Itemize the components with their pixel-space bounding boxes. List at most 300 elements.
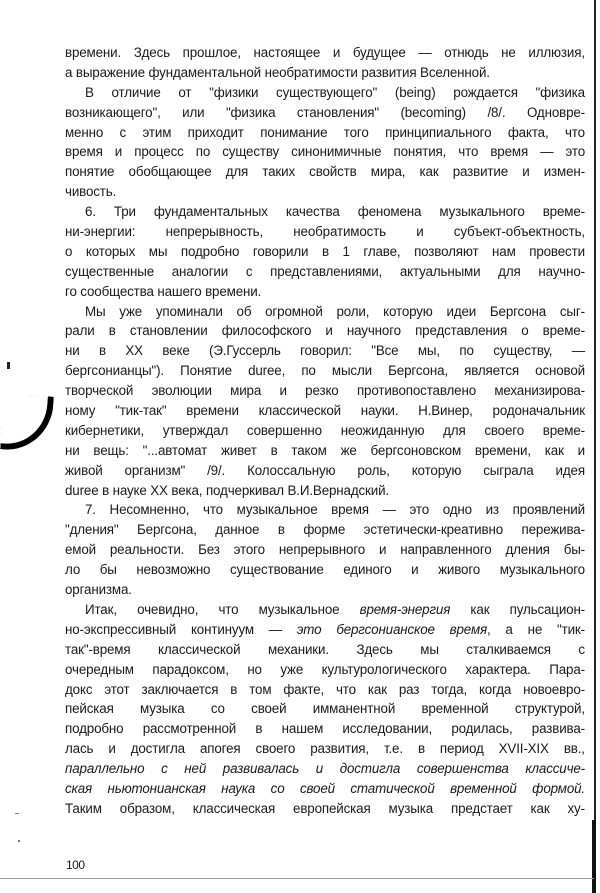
word: Несомненно,: [109, 502, 190, 518]
word: своей: [251, 701, 287, 717]
word: для: [443, 422, 466, 438]
text-line: [65, 699, 585, 719]
word: уже: [280, 661, 304, 677]
text-line: [65, 600, 585, 620]
word: мы: [148, 243, 168, 259]
word: duree,: [248, 363, 286, 379]
word: т.е.: [383, 741, 403, 757]
word: живет: [220, 442, 257, 458]
text-line: [65, 242, 585, 262]
word: Таким: [65, 800, 102, 816]
text-line: [65, 759, 585, 779]
scan-artifact-dash: [15, 813, 19, 814]
word: с: [119, 124, 127, 140]
word: со: [270, 780, 285, 796]
word: дления: [505, 542, 550, 558]
word: /9/.: [207, 462, 226, 478]
word: том: [249, 681, 272, 697]
word: говорил:: [300, 343, 352, 359]
word: развитие: [452, 164, 509, 180]
word: параллельно: [65, 761, 145, 777]
word: что: [564, 124, 585, 140]
word: как: [544, 442, 564, 458]
word: реальности.: [109, 542, 185, 558]
page-body-text: [65, 43, 585, 819]
word: и: [411, 562, 419, 578]
word: невозможно: [136, 562, 211, 578]
word: —: [418, 45, 432, 60]
scan-artifact-dot: [18, 840, 20, 842]
word: о: [65, 243, 73, 259]
word: своей: [299, 780, 335, 796]
word: с: [161, 761, 168, 777]
word: измен-: [543, 164, 585, 180]
word: музыка: [388, 800, 434, 816]
word: аналогии: [171, 263, 229, 279]
word: 6.: [85, 204, 96, 220]
word: развивалась: [222, 761, 300, 777]
word: /8/.: [487, 104, 506, 120]
word: докс: [65, 681, 93, 697]
word: организм": [124, 462, 186, 478]
word: в: [270, 442, 278, 458]
word: будущее: [352, 45, 406, 60]
word: отличие: [111, 84, 161, 100]
word: ней: [184, 761, 207, 777]
word: этим: [142, 124, 172, 140]
word: развива-: [531, 721, 585, 737]
word: "тик-: [557, 621, 585, 637]
word: предстает: [451, 800, 513, 816]
text-line: [65, 202, 585, 222]
word: из: [485, 502, 499, 518]
word: музыка: [140, 701, 185, 717]
page-edge-shadow: [594, 0, 596, 893]
word: существование: [229, 562, 324, 578]
word: процесс: [134, 144, 184, 160]
word: музыкального: [499, 562, 585, 578]
word: Пара-: [549, 661, 585, 677]
word: как: [470, 601, 490, 617]
word: которых: [85, 243, 136, 259]
word: представлениями,: [270, 263, 383, 279]
word: Бергсона: [489, 303, 547, 319]
page-bottom-edge: [0, 878, 594, 879]
word: таких: [262, 164, 295, 180]
text-line: организма.: [65, 582, 132, 598]
word: Здесь: [356, 641, 393, 657]
word: родилась,: [451, 721, 513, 737]
word: "физика: [225, 104, 276, 120]
word: и: [416, 224, 424, 240]
word: мира,: [370, 164, 406, 180]
word: сыг-: [559, 303, 585, 319]
word: пульсацион-: [509, 601, 585, 617]
word: (becoming): [400, 104, 466, 120]
word: научно-: [538, 263, 585, 279]
word: временной: [450, 780, 517, 796]
word: бергсонианцы").: [65, 363, 164, 379]
word: достигла: [130, 741, 185, 757]
word: науки.: [360, 403, 399, 419]
word: Мы: [85, 303, 106, 319]
text-line: [65, 341, 585, 361]
word: статической: [350, 780, 435, 796]
word: культурологического: [321, 661, 447, 677]
word: време-: [542, 323, 585, 339]
text-line: [65, 123, 585, 143]
word: когда: [478, 681, 512, 697]
word: новоевро-: [523, 681, 585, 697]
word: подробно: [180, 243, 240, 259]
page-number: 100: [66, 858, 85, 872]
word: "Все: [371, 343, 399, 359]
word: классической: [258, 403, 341, 419]
word: направленного: [400, 542, 492, 558]
word: XVII-XIX: [498, 741, 549, 757]
word: ньютонианская: [107, 780, 206, 796]
word: с: [578, 641, 585, 657]
word: вв.,: [563, 741, 585, 757]
word: рассмотренной: [142, 721, 237, 737]
word: совершенно: [246, 422, 322, 438]
word: и: [577, 442, 585, 458]
word: настоящее: [253, 45, 321, 60]
word: —: [540, 144, 554, 160]
text-line: го сообщества нашего времени.: [65, 283, 262, 299]
word: наука: [221, 780, 256, 796]
word: вещь:: [93, 442, 129, 458]
word: пейская: [65, 701, 114, 717]
word: непрерывность,: [165, 224, 264, 240]
word: что: [203, 502, 223, 518]
word: позволяют: [414, 243, 479, 259]
word: и: [108, 741, 116, 757]
word: пережива-: [521, 522, 585, 538]
word: становлении: [129, 323, 208, 339]
word: ху-: [567, 800, 585, 816]
word: того: [343, 124, 369, 140]
word: для: [225, 164, 249, 180]
word: сыграла: [483, 462, 534, 478]
word: существу: [222, 144, 280, 160]
word: об: [236, 303, 252, 319]
word: проявлений: [512, 502, 585, 518]
word: идеи: [446, 303, 477, 319]
word: данное: [215, 522, 260, 538]
word: приходит: [187, 124, 244, 140]
text-line: [65, 142, 585, 162]
word: музыкальное: [236, 502, 318, 518]
word: тогда,: [431, 681, 468, 697]
text-line: duree в науке XX века, подчеркивал В.И.Вернадский.: [65, 482, 389, 498]
word: время,: [449, 621, 491, 637]
word: ному: [65, 403, 96, 419]
word: XX: [125, 343, 143, 359]
word: и: [325, 323, 333, 339]
word: в: [230, 681, 238, 697]
word: Три: [113, 204, 136, 220]
word: Здесь: [133, 45, 170, 60]
text-line: [65, 680, 585, 700]
word: синонимичные: [291, 144, 382, 160]
word: Понятие: [180, 363, 232, 379]
word: "дления": [65, 522, 119, 538]
word: является: [464, 363, 519, 379]
word: как: [367, 681, 387, 697]
word: Одновре-: [526, 104, 585, 120]
text-line: [65, 719, 585, 739]
word: родоначальник: [492, 403, 585, 419]
word: —: [382, 502, 396, 518]
word: необратимость: [293, 224, 386, 240]
word: и: [332, 45, 341, 60]
text-line: [65, 302, 585, 322]
word: 1: [342, 243, 350, 259]
word: период: [439, 741, 484, 757]
word: понятие: [65, 164, 115, 180]
text-line: а выражение фундаментальной необратимости развития Вселенной.: [65, 64, 490, 80]
word: основой: [535, 363, 585, 379]
word: но: [247, 661, 262, 677]
word: одно: [442, 502, 472, 518]
word: о: [521, 323, 529, 339]
word: и: [279, 383, 287, 399]
word: развития,: [310, 741, 369, 757]
word: (being): [394, 84, 436, 100]
word: в: [98, 343, 106, 359]
word: это: [565, 144, 585, 160]
text-line: [65, 500, 585, 520]
word: резко: [305, 383, 339, 399]
word: провести: [529, 243, 585, 259]
word: Колоссальную: [247, 462, 336, 478]
word: ни: [65, 442, 80, 458]
word: но-экспрессивный: [65, 621, 177, 637]
text-line: [65, 43, 585, 63]
word: время: [490, 144, 529, 160]
word: же: [340, 442, 357, 458]
word: существу,: [493, 343, 553, 359]
word: исследовании,: [342, 721, 433, 737]
word: роль,: [357, 462, 390, 478]
word: форме: [303, 522, 346, 538]
word: живого: [438, 562, 481, 578]
text-line: [65, 361, 585, 381]
text-line: [65, 421, 585, 441]
word: как: [530, 800, 550, 816]
word: ло: [65, 562, 81, 578]
word: своего: [255, 741, 296, 757]
word: —: [268, 621, 283, 637]
word: качества: [285, 204, 340, 220]
word: рали: [65, 323, 95, 339]
word: обобщающее: [128, 164, 212, 180]
word: по: [301, 363, 316, 379]
word: бы: [99, 562, 117, 578]
word: феномена: [357, 204, 422, 220]
word: нашем: [281, 721, 324, 737]
word: что: [218, 601, 239, 617]
word: этот: [104, 681, 130, 697]
word: неожиданную: [340, 422, 425, 438]
word: время: [331, 502, 369, 518]
word: образом,: [119, 800, 175, 816]
text-line: [65, 560, 585, 580]
word: факта,: [507, 124, 549, 140]
word: в: [417, 741, 425, 757]
word: свойств: [309, 164, 357, 180]
word: фундаментальных: [153, 204, 268, 220]
word: мы,: [417, 343, 440, 359]
word: говорили: [252, 243, 309, 259]
text-line: [65, 441, 585, 461]
word: упоминали: [155, 303, 223, 319]
word: прошлое,: [182, 45, 241, 60]
word: апогея: [199, 741, 241, 757]
text-line: чивость.: [65, 184, 117, 200]
word: и: [522, 164, 530, 180]
word: время-энергия: [359, 601, 451, 617]
word: единого: [343, 562, 392, 578]
word: живой: [65, 462, 103, 478]
word: времени.: [65, 45, 122, 60]
word: менно: [65, 124, 104, 140]
word: становления": [296, 104, 379, 120]
word: музыкальное: [258, 601, 340, 617]
text-line: [65, 620, 585, 640]
word: отнюдь: [444, 45, 489, 60]
word: иллюзия,: [528, 45, 585, 60]
word: сталкиваемся: [466, 641, 551, 657]
text-line: [65, 83, 585, 103]
word: классическая: [192, 800, 276, 816]
word: возникающего",: [65, 104, 161, 120]
word: очевидно,: [137, 601, 199, 617]
word: субъект-объектность,: [453, 224, 585, 240]
word: рождается: [453, 84, 518, 100]
text-line: [65, 162, 585, 182]
word: это: [296, 621, 322, 637]
text-line: [65, 779, 585, 799]
word: и: [315, 761, 324, 777]
word: эстетически-креативно: [363, 522, 504, 538]
word: очередным: [65, 661, 134, 677]
text-line: [65, 540, 585, 560]
word: принципиального: [385, 124, 492, 140]
word: подробно: [65, 721, 124, 737]
word: Без: [198, 542, 220, 558]
word: механизирова-: [494, 383, 585, 399]
word: Итак,: [85, 601, 117, 617]
word: что: [458, 144, 479, 160]
word: утверждал: [162, 422, 229, 438]
word: веке: [162, 343, 190, 359]
word: а: [505, 621, 513, 637]
word: раз: [398, 681, 420, 697]
word: "тик-так": [115, 403, 167, 419]
page-edge-shadow-bottom: [592, 820, 596, 893]
word: как: [419, 164, 439, 180]
word: таком: [291, 442, 327, 458]
word: "...автомат: [142, 442, 208, 458]
word: механики.: [267, 641, 329, 657]
word: время: [65, 144, 103, 160]
word: которую: [411, 462, 462, 478]
word: Н.Винер,: [418, 403, 473, 419]
word: научного: [346, 323, 401, 339]
word: Бергсона,: [137, 522, 197, 538]
word: —: [571, 343, 585, 359]
text-line: [65, 321, 585, 341]
word: с: [245, 263, 253, 279]
word: со: [210, 701, 225, 717]
word: бергсоновском: [370, 442, 462, 458]
text-line: [65, 739, 585, 759]
word: заключается: [141, 681, 219, 697]
text-line: [65, 222, 585, 242]
word: не: [527, 621, 543, 637]
word: бы-: [563, 542, 585, 558]
word: време-: [542, 204, 585, 220]
word: классической: [158, 641, 241, 657]
word: достигла: [339, 761, 401, 777]
word: време-: [542, 422, 585, 438]
word: эволюции: [151, 383, 212, 399]
word: существующего": [276, 84, 378, 100]
word: противопоставлено: [356, 383, 476, 399]
word: характера.: [465, 661, 531, 677]
word: Бергсона,: [388, 363, 448, 379]
word: по: [195, 144, 211, 160]
word: нам: [492, 243, 516, 259]
word: ни-энергии:: [65, 224, 136, 240]
word: огромной: [265, 303, 323, 319]
word: понимание: [260, 124, 328, 140]
word: существенные: [65, 263, 155, 279]
word: от: [178, 84, 192, 100]
word: музыкального: [439, 204, 525, 220]
text-line: [65, 381, 585, 401]
word: времени: [186, 403, 239, 419]
word: кибернетики,: [65, 422, 145, 438]
text-line: [65, 401, 585, 421]
text-line: [65, 640, 585, 660]
word: в: [108, 323, 116, 339]
word: понятия,: [393, 144, 447, 160]
text-line: [65, 461, 585, 481]
word: бергсонианское: [336, 621, 435, 637]
word: своего: [484, 422, 525, 438]
word: роли,: [336, 303, 370, 319]
word: совершенства: [416, 761, 509, 777]
word: главе,: [363, 243, 401, 259]
word: континуум: [190, 621, 254, 637]
text-line: [65, 103, 585, 123]
word: этого: [233, 542, 265, 558]
text-line: [65, 799, 585, 819]
word: которую: [383, 303, 433, 319]
word: структурой,: [514, 701, 585, 717]
word: и: [378, 542, 387, 558]
word: лась: [65, 741, 94, 757]
word: европейская: [293, 800, 371, 816]
word: что: [335, 681, 356, 697]
word: не: [501, 45, 516, 60]
word: уже: [119, 303, 143, 319]
word: мысли: [331, 363, 372, 379]
word: так"-время: [65, 641, 131, 657]
